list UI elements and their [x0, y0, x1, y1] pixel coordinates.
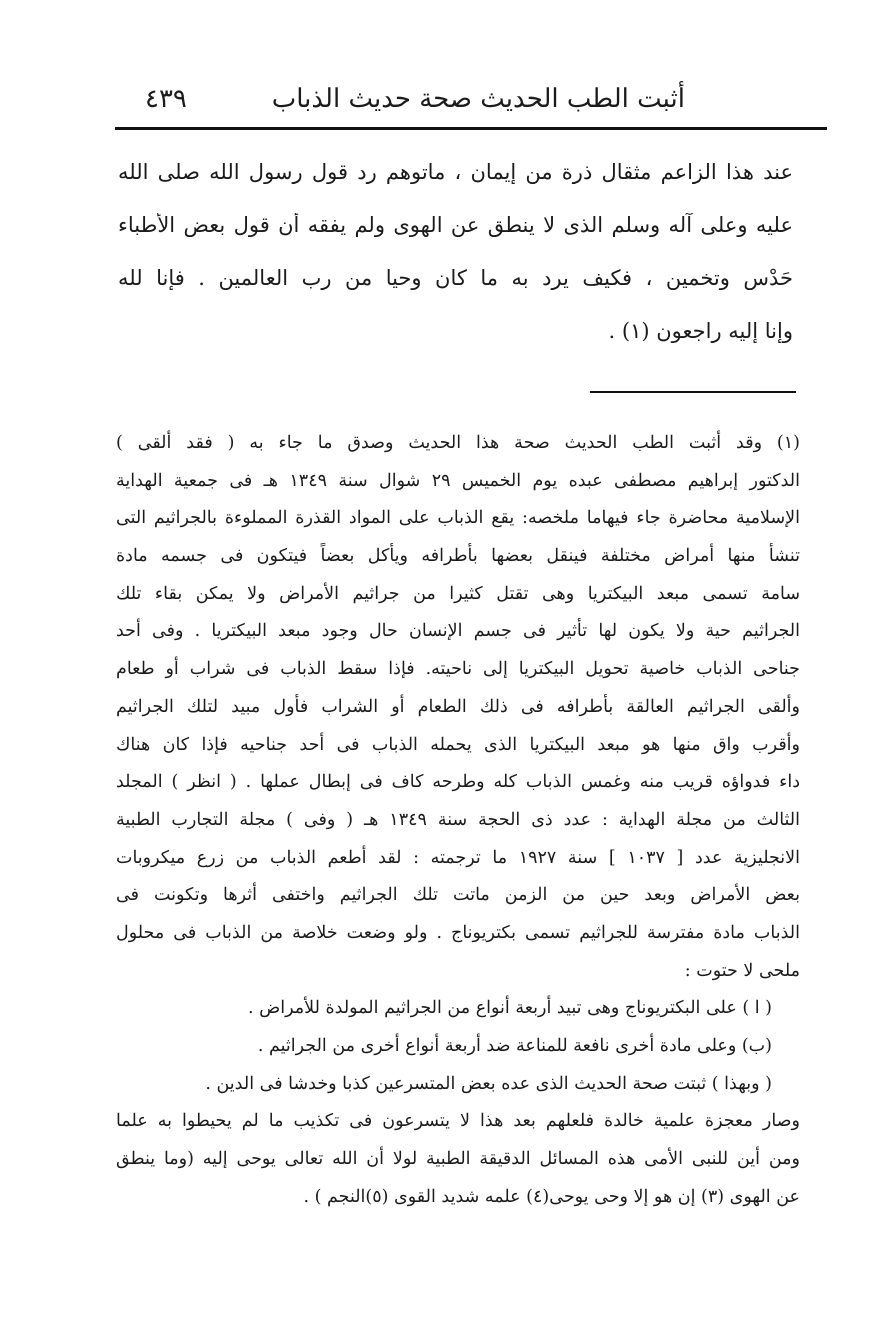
footnote-line: تنشأ منها أمراض مختلفة فينقل بعضها بأطرافه ويأكل بعضاً فيتكون فى جسمه مادة [116, 546, 800, 567]
main-text [118, 160, 793, 372]
footnote-line: الدكتور إبراهيم مصطفى عبده يوم الخميس ٢٩ شوال سنة ١٣٤٩ هـ فى جمعية الهداية [116, 470, 800, 491]
footnote-line: ومن أين للنبى الأمى هذه المسائل الدقيقة الطبية لولا أن الله تعالى يوحى إليه (وما ينطق [116, 1149, 800, 1170]
footnote-line: الثالث من مجلة الهداية : عدد ذى الحجة سنة ١٣٤٩ هـ ( وفى ) مجلة التجارب الطبية [116, 809, 800, 830]
footnote-list-item: ( ا ) على البكتريوناج وهى تبيد أربعة أنواع من الجراثيم المولدة للأمراض . [247, 998, 772, 1019]
footnote-line: ملحى لا حتوت : [684, 960, 800, 981]
footnote-line: داء فدواؤه قريب منه وغمس الذباب كله وطرحه كاف فى إبطال عملها . ( انظر ) المجلد [116, 772, 800, 793]
footnote-list-item: (ب) وعلى مادة أخرى نافعة للمناعة ضد أربعة أنواع أخرى من الجراثيم . [257, 1036, 772, 1056]
footnote-line: ( وبهذا ) ثبتت صحة الحديث الذى عده بعض المتسرعين كذبا وخدشا فى الدين . [205, 1073, 772, 1094]
header-rule [115, 127, 827, 130]
main-text-line: عند هذا الزاعم مثقال ذرة من إيمان ، ماتوهم رد قول رسول الله صلى الله [118, 160, 793, 184]
footnote-line: وأقرب واق منها هو مبعد البيكتريا الذى يحمله الذباب فى أحد جناحيه فإذا كان هناك [116, 734, 800, 755]
footnote-line: عن الهوى (٣) إن هو إلا وحى يوحى(٤) علمه شديد القوى (٥)النجم ) . [303, 1186, 800, 1207]
footnote-line: (١) وقد أثبت الطب الحديث صحة هذا الحديث وصدق ما جاء به ( فقد ألقى ) [116, 433, 800, 453]
main-text-line: حَدْس وتخمين ، فكيف يرد به ما كان وحيا من رب العالمين . فإنا لله [118, 266, 793, 290]
main-text-line: عليه وعلى آله وسلم الذى لا ينطق عن الهوى ولم يفقه أن قول بعض الأطباء [118, 213, 793, 237]
footnote-line: وألقى الجراثيم العالقة بأطرافه فى ذلك الطعام أو الشراب فأول مبيد لتلك الجراثيم [116, 696, 800, 717]
running-header [115, 80, 825, 120]
footnote-line: الانجليزية عدد [ ١٠٣٧ ] سنة ١٩٢٧ ما ترجمته : لقد أطعم الذباب من زرع ميكروبات [116, 847, 800, 868]
main-text-line: وإنا إليه راجعون (١) . [608, 319, 793, 343]
running-header-title: أثبت الطب الحديث صحة حديث الذباب [271, 84, 685, 114]
footnote-line: جناحى الذباب خاصية تحويل البيكتريا إلى ناحيته. فإذا سقط الذباب فى شراب أو طعام [116, 659, 800, 680]
footnote [116, 430, 800, 1221]
footnote-line: الإسلامية محاضرة جاء فيهاما ملخصه: يقع الذباب على المواد القذرة المملوءة بالجراثيم التى [116, 508, 800, 529]
footnote-line: الذباب مادة مفترسة للجراثيم تسمى بكتريوناج . ولو وضعت خلاصة من الذباب فى محلول [116, 922, 800, 943]
page-number: ٤٣٩ [145, 84, 187, 114]
footnote-line: الجراثيم حية ولا يكون لها تأثير فى جسم الإنسان حال وجود مبعد البيكتريا . وفى أحد [116, 621, 800, 642]
footnote-line: سامة تسمى مبعد البيكتريا وهى تقتل كثيرا من جراثيم الأمراض ولا يمكن بقاء تلك [116, 583, 800, 604]
footnote-line: وصار معجزة علمية خالدة فلعلهم بعد هذا لا يتسرعون فى تكذيب ما لم يحيطوا به علما [116, 1111, 800, 1132]
footnote-line: بعض الأمراض وبعد حين من الزمن ماتت تلك الجراثيم واختفى أثرها وتكونت فى [116, 885, 800, 906]
footnote-separator [590, 391, 796, 393]
